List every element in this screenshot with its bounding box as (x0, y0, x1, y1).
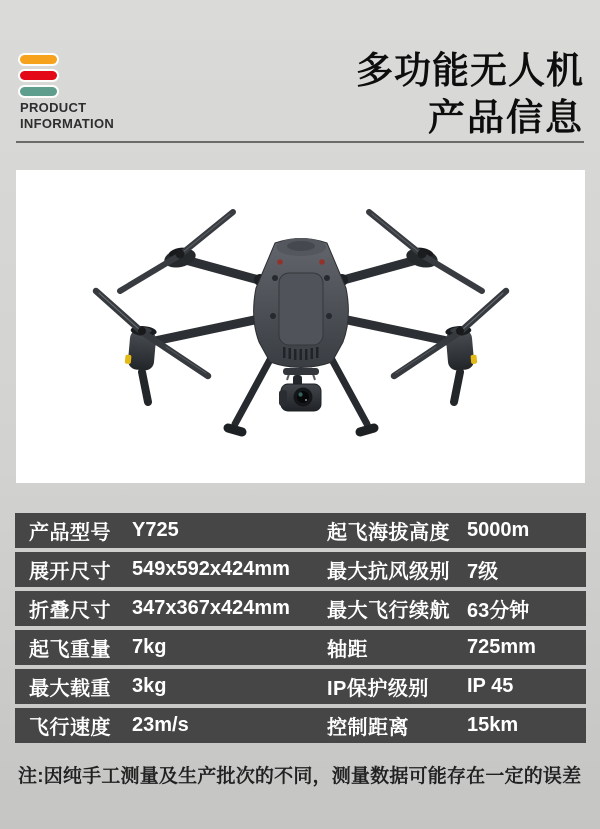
spec-label: 最大抗风级别 (327, 560, 450, 583)
spec-label: 最大载重 (29, 677, 111, 700)
spec-table (15, 513, 586, 743)
spec-label: 起飞海拔高度 (327, 521, 450, 544)
brand-label (20, 100, 114, 132)
spec-value: 549x592x424mm (132, 557, 290, 580)
spec-row (15, 708, 586, 743)
logo-bar-red-icon (20, 71, 57, 80)
brand-label-line2: INFORMATION (20, 116, 115, 131)
spec-value: 7级 (467, 560, 499, 583)
spec-value: 23m/s (132, 713, 189, 736)
spec-value: 3kg (132, 674, 167, 697)
logo-bar-teal-icon (20, 87, 57, 96)
spec-label: 产品型号 (29, 521, 111, 544)
spec-value: 63分钟 (467, 599, 530, 622)
spec-row (15, 513, 586, 548)
spec-row (15, 669, 586, 704)
spec-label: 折叠尺寸 (29, 599, 111, 622)
spec-label: 轴距 (327, 638, 368, 661)
spec-row (15, 591, 586, 626)
spec-label: 起飞重量 (29, 638, 111, 661)
page-title (356, 47, 584, 141)
drone-illustration (16, 170, 585, 483)
spec-label: IP保护级别 (327, 677, 429, 700)
spec-value: Y725 (132, 518, 179, 541)
measurement-disclaimer: 注:因纯手工测量及生产批次的不同，测量数据可能存在一定的误差 (18, 766, 582, 787)
logo-bar-orange-icon (20, 55, 57, 64)
page-title-line2: 产品信息 (428, 97, 584, 138)
brand-label-line1: PRODUCT (20, 100, 87, 115)
page-title-line1: 多功能无人机 (356, 50, 584, 91)
spec-value: 5000m (467, 518, 530, 541)
spec-value: 725mm (467, 635, 536, 658)
spec-label: 最大飞行续航 (327, 599, 450, 622)
spec-label: 展开尺寸 (29, 560, 111, 583)
spec-label: 飞行速度 (29, 716, 111, 739)
spec-value: IP 45 (467, 674, 514, 697)
spec-label: 控制距离 (327, 716, 409, 739)
spec-row (15, 630, 586, 665)
spec-value: 7kg (132, 635, 167, 658)
drone-image (16, 170, 585, 483)
header-divider (16, 141, 584, 143)
spec-value: 15km (467, 713, 519, 736)
spec-value: 347x367x424mm (132, 596, 290, 619)
brand-logo-icon (20, 55, 57, 103)
spec-row (15, 552, 586, 587)
